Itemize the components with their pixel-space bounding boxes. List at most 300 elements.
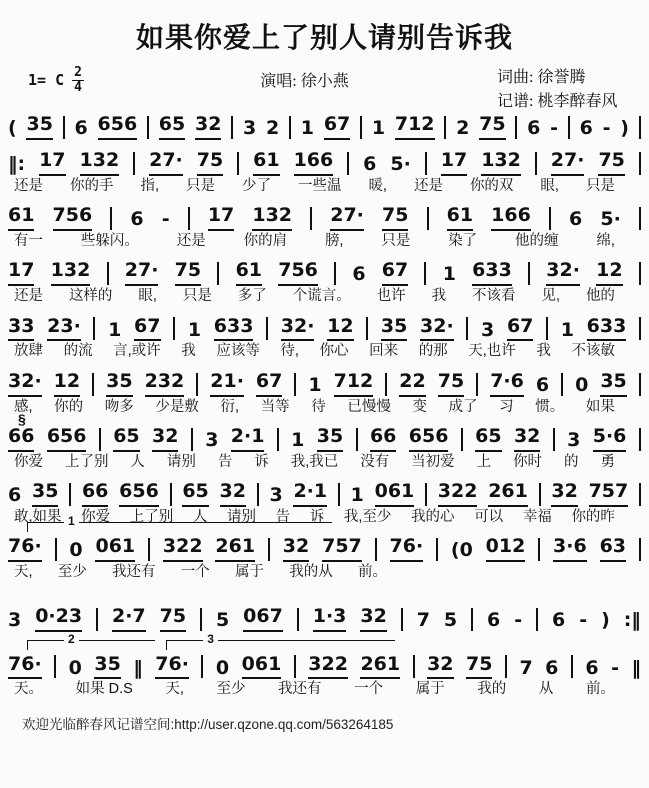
lyric-syllable: 待 <box>311 398 326 415</box>
key-label: 1= C <box>28 71 65 90</box>
lyric-syllable: 人 <box>192 509 208 526</box>
note: 0 <box>575 373 589 396</box>
note: 261 <box>488 481 528 507</box>
barline <box>191 428 193 451</box>
barline <box>571 655 573 678</box>
lyric-syllable: 告 <box>217 453 233 470</box>
barline <box>310 207 312 230</box>
note: 232 <box>145 371 185 397</box>
lyric-syllable: 感, <box>14 398 33 415</box>
lyric-syllable: 属于 <box>415 681 445 698</box>
lyric-syllable: 只是 <box>381 232 411 249</box>
note: 32· <box>8 371 42 397</box>
note: 17 <box>208 205 234 231</box>
note: 3 <box>8 608 22 631</box>
note: 6 <box>527 117 541 139</box>
barline <box>356 428 358 451</box>
notation-line-8 <box>8 481 641 526</box>
lyric-syllable: 只是 <box>185 177 215 194</box>
barline <box>237 152 239 175</box>
note: 757 <box>322 536 362 562</box>
note: 322 <box>308 654 348 680</box>
notes-row <box>8 205 641 231</box>
lyrics-row <box>8 399 641 416</box>
note: 27· <box>330 205 364 231</box>
lyric-syllable: 吻多 <box>104 398 134 415</box>
note: 3·6 <box>553 536 587 562</box>
note: 322 <box>438 481 478 507</box>
barline <box>639 373 641 396</box>
barline <box>92 373 94 396</box>
note: 3 <box>205 429 219 452</box>
note: - <box>161 208 170 231</box>
note: 27· <box>149 150 183 176</box>
note: 65 <box>475 426 501 452</box>
note: 132 <box>252 205 292 231</box>
time-signature-numerator: 2 <box>74 65 82 80</box>
ending-number: 1 <box>64 515 79 528</box>
note: 66 <box>82 481 108 507</box>
barline <box>436 538 438 561</box>
notes-row <box>8 150 641 176</box>
lyric-syllable: 只是 <box>585 177 615 194</box>
barline <box>347 152 349 175</box>
note: 35 <box>317 426 343 452</box>
note: 1 <box>291 429 305 452</box>
note: 2·1 <box>231 426 265 452</box>
note: 65 <box>113 426 139 452</box>
note: 6 <box>8 484 22 507</box>
lyric-syllable: 你的昨 <box>571 509 615 526</box>
words-music-credit: 词曲: 徐誉腾 <box>497 69 586 86</box>
note: 32· <box>546 260 580 286</box>
note: 5· <box>390 152 411 175</box>
note: 65 <box>182 481 208 507</box>
notation-line-3 <box>8 205 641 250</box>
lyric-syllable: 也许 <box>376 288 406 305</box>
barline <box>55 538 57 561</box>
lyric-syllable: 我 <box>536 343 551 360</box>
lyric-syllable: 天, <box>165 681 184 698</box>
note: 7 <box>416 608 430 631</box>
barline <box>289 116 291 139</box>
barline <box>639 317 641 340</box>
note: 656 <box>119 481 159 507</box>
barline <box>538 538 540 561</box>
note: 22 <box>399 371 425 397</box>
barline <box>427 207 429 230</box>
note: 66 <box>370 426 396 452</box>
note: 3 <box>567 429 581 452</box>
barline <box>385 373 387 396</box>
lyric-syllable: 没有 <box>360 453 390 470</box>
lyric-syllable: 回来 <box>369 343 399 360</box>
ending-number: 2 <box>64 633 79 646</box>
note: 75 <box>438 371 464 397</box>
barline <box>639 207 641 230</box>
notes-row <box>8 654 641 680</box>
note: 61 <box>8 205 34 231</box>
note: 1 <box>308 373 322 396</box>
note: 633 <box>472 260 512 286</box>
barline <box>294 655 296 678</box>
lyric-syllable: 暖, <box>368 177 387 194</box>
lyric-syllable: 不该敏 <box>571 343 615 360</box>
ending-bracket-2 <box>27 631 155 650</box>
barline <box>476 373 478 396</box>
lyric-syllable: 告 <box>275 509 291 526</box>
note: 656 <box>98 114 138 140</box>
note: 6 <box>352 263 366 286</box>
barline <box>413 655 415 678</box>
lyric-syllable: 个谎言。 <box>292 288 351 305</box>
lyric-syllable: 有一 <box>14 232 43 249</box>
barline <box>425 483 427 506</box>
lyrics-row <box>8 681 641 698</box>
note: 32 <box>195 114 221 140</box>
note: 27· <box>125 260 159 286</box>
note: 2·7 <box>112 606 146 632</box>
lyric-syllable: 我 <box>431 288 447 305</box>
lyric-syllable: 如果 D.S <box>75 681 133 698</box>
barline <box>268 538 270 561</box>
repeat-end-sign: :‖ <box>623 608 641 631</box>
lyric-syllable: 不该看 <box>472 288 516 305</box>
barline <box>217 262 219 285</box>
barline <box>266 317 268 340</box>
note: 21· <box>210 371 244 397</box>
lyric-syllable: 他的 <box>585 288 615 305</box>
note: 1 <box>300 117 315 139</box>
barline <box>334 262 336 285</box>
lyric-syllable: 变 <box>412 398 427 415</box>
lyric-syllable: 习 <box>499 398 514 415</box>
note: (0 <box>450 539 473 562</box>
notation-line-4 <box>8 260 641 305</box>
barline <box>639 428 641 451</box>
lyric-syllable: 诉 <box>254 453 269 470</box>
barline <box>188 207 190 230</box>
notes-row <box>8 606 641 632</box>
double-barline: ‖ <box>133 656 143 679</box>
lyric-syllable: 你心 <box>319 343 349 360</box>
notes-row <box>8 316 641 342</box>
lyric-syllable: 还是 <box>14 288 43 305</box>
note: 3 <box>481 318 495 341</box>
note: 32 <box>152 426 178 452</box>
note: 67 <box>134 316 160 342</box>
lyric-syllable: 我,我已 <box>290 453 339 470</box>
lyric-syllable: 你时 <box>513 453 543 470</box>
lyric-syllable: 我的心 <box>411 509 455 526</box>
note: 757 <box>589 481 629 507</box>
barline <box>257 483 259 506</box>
note: 67 <box>507 316 533 342</box>
note: 32 <box>551 481 577 507</box>
note: 63 <box>600 536 626 562</box>
lyrics-row <box>8 288 641 305</box>
note: 6 <box>130 208 144 231</box>
note: 132 <box>481 150 521 176</box>
notes-row <box>8 481 641 507</box>
note: 061 <box>375 481 415 507</box>
barline <box>196 373 198 396</box>
transcriber-credit: 记谱: 桃李醉春风 <box>497 93 618 110</box>
lyric-syllable: 已慢慢 <box>347 398 391 415</box>
lyric-syllable: 至少 <box>216 681 246 698</box>
lyric-syllable: 我 <box>181 343 196 360</box>
lyric-syllable: 眼, <box>138 288 157 305</box>
note: 75 <box>175 260 201 286</box>
lyric-syllable: 的 <box>564 453 579 470</box>
barline <box>639 152 641 175</box>
barline <box>173 317 175 340</box>
lyric-syllable: 言,或许 <box>113 343 161 360</box>
barline <box>375 538 377 561</box>
lyric-syllable: 属于 <box>235 564 265 581</box>
lyric-syllable: 你爱 <box>81 509 111 526</box>
lyric-syllable: 惯。 <box>535 398 565 415</box>
note: 66 <box>8 426 34 452</box>
note: 76· <box>155 654 189 680</box>
notes-row <box>8 114 641 140</box>
barline <box>366 317 368 340</box>
note: 7·6 <box>490 371 524 397</box>
note: 1 <box>350 484 364 507</box>
barline <box>338 483 340 506</box>
lyric-syllable: 前。 <box>358 564 388 581</box>
lyric-syllable: 还是 <box>14 177 43 194</box>
lyric-syllable: 从 <box>538 681 554 698</box>
lyric-syllable: 当等 <box>260 398 290 415</box>
note: 2 <box>456 117 470 139</box>
lyric-syllable: 我还有 <box>278 681 322 698</box>
lyric-syllable: 你的双 <box>469 177 514 194</box>
lyrics-row <box>8 564 413 581</box>
notation-line-7 <box>8 411 641 471</box>
lyric-syllable: 至少 <box>57 564 87 581</box>
note: 1·3 <box>313 606 347 632</box>
note: 32 <box>514 426 540 452</box>
note: 6 <box>487 608 501 631</box>
lyric-syllable: 上了别 <box>129 509 174 526</box>
note: 166 <box>491 205 531 231</box>
segno-icon: § <box>18 411 26 428</box>
note: 67 <box>256 371 282 397</box>
note: ) <box>620 117 629 139</box>
note: 0·23 <box>35 606 82 632</box>
note: 1 <box>442 263 456 286</box>
notes-row <box>8 536 641 562</box>
barline <box>639 262 641 285</box>
notation-line-5 <box>8 316 641 361</box>
note: 633 <box>587 316 627 342</box>
barline <box>147 116 149 139</box>
lyric-syllable: 指, <box>140 177 159 194</box>
note: 012 <box>486 536 526 562</box>
note: 17 <box>441 150 467 176</box>
note: 0 <box>68 656 82 679</box>
lyric-syllable: 诉 <box>309 509 325 526</box>
note: 5·6 <box>593 426 627 452</box>
note: 35 <box>26 114 52 140</box>
note: 75 <box>466 654 492 680</box>
note: 2·1 <box>293 481 327 507</box>
note: 75 <box>382 205 408 231</box>
time-signature-denominator: 4 <box>74 79 82 95</box>
lyrics-row <box>8 233 641 250</box>
barline <box>360 116 362 139</box>
note: 5· <box>600 208 621 231</box>
lyric-syllable: 天, <box>14 564 33 581</box>
note: 75 <box>598 150 624 176</box>
note: 32 <box>360 606 386 632</box>
barline <box>133 152 135 175</box>
note: 75 <box>479 114 505 140</box>
lyric-syllable: 这样的 <box>68 288 113 305</box>
note: 76· <box>8 654 42 680</box>
barline <box>54 655 56 678</box>
lyric-syllable: 请别 <box>227 509 257 526</box>
note: 61 <box>447 205 473 231</box>
barline <box>148 538 150 561</box>
lyric-syllable: 的那 <box>418 343 448 360</box>
barline <box>424 262 426 285</box>
note: 61 <box>236 260 262 286</box>
notation-line-6 <box>8 371 641 416</box>
note: 0 <box>215 656 230 679</box>
note: 35 <box>94 654 120 680</box>
lyric-syllable: 敢,如果 <box>14 509 62 526</box>
notation-score <box>0 114 649 699</box>
lyric-syllable: 成了 <box>448 398 478 415</box>
note: ) <box>601 608 610 631</box>
lyric-syllable: 幸福 <box>522 509 552 526</box>
lyric-syllable: 少了 <box>241 177 271 194</box>
lyric-syllable: 衍, <box>220 398 239 415</box>
note: 6 <box>579 117 593 139</box>
lyrics-row <box>8 178 641 195</box>
note: 656 <box>409 426 449 452</box>
notation-line-2 <box>8 150 641 195</box>
lyrics-row <box>8 343 641 360</box>
note: 32 <box>283 536 309 562</box>
note: - <box>602 117 611 139</box>
lyric-syllable: 少是敷 <box>155 398 199 415</box>
note: 17 <box>8 260 34 286</box>
lyric-syllable: 染了 <box>448 232 478 249</box>
lyric-syllable: 上 <box>476 453 492 470</box>
note: 76· <box>390 536 424 562</box>
barline <box>461 428 463 451</box>
barline <box>561 373 563 396</box>
note: 35 <box>381 316 407 342</box>
barline <box>639 538 641 561</box>
notation-line-1 <box>8 114 641 140</box>
lyric-syllable: 可以 <box>474 509 504 526</box>
barline <box>110 207 112 230</box>
note: 12 <box>327 316 353 342</box>
note: 1 <box>187 318 202 341</box>
note: 1 <box>371 117 386 139</box>
barline <box>639 116 641 139</box>
sheet-music-page <box>0 16 649 788</box>
note: 6 <box>363 152 377 175</box>
note: 35 <box>32 481 58 507</box>
note: 756 <box>278 260 318 286</box>
credits-block <box>497 66 617 114</box>
note: 6 <box>552 608 566 631</box>
note: 067 <box>243 606 283 632</box>
lyric-syllable: 还是 <box>413 177 443 194</box>
lyric-syllable: 只是 <box>182 288 212 305</box>
song-title: 如果你爱上了别人请别告诉我 <box>135 22 513 53</box>
barline <box>231 116 233 139</box>
barline <box>546 317 548 340</box>
note: 656 <box>47 426 87 452</box>
barline <box>466 317 468 340</box>
note: - <box>550 117 559 139</box>
note: 5 <box>215 608 230 631</box>
barline <box>536 608 538 631</box>
lyric-syllable: 上了别 <box>64 453 109 470</box>
barline <box>297 608 299 631</box>
note: 75 <box>160 606 186 632</box>
barline <box>425 152 427 175</box>
barline <box>505 655 507 678</box>
note: 132 <box>51 260 91 286</box>
note: 712 <box>395 114 435 140</box>
note: 6 <box>585 656 599 679</box>
note: 132 <box>80 150 120 176</box>
note: 322 <box>163 536 203 562</box>
lyric-syllable: 还是 <box>176 232 206 249</box>
note: 1 <box>108 318 122 341</box>
barline <box>528 262 530 285</box>
lyrics-row <box>8 454 641 471</box>
note: 6 <box>545 656 559 679</box>
note: 32 <box>427 654 453 680</box>
lyric-syllable: 待, <box>280 343 299 360</box>
barline <box>201 655 203 678</box>
lyric-syllable: 我的 <box>477 681 507 698</box>
lyric-syllable: 膀, <box>324 232 344 249</box>
note: 33 <box>8 316 34 342</box>
lyric-syllable: 放肆 <box>14 343 43 360</box>
note: 166 <box>294 150 334 176</box>
lyric-syllable: 我还有 <box>112 564 156 581</box>
note: 32· <box>281 316 315 342</box>
lyric-syllable: 他的缠 <box>515 232 559 249</box>
barline <box>93 317 95 340</box>
lyric-syllable: 一些温 <box>297 177 342 194</box>
barline <box>401 608 403 631</box>
note: 32 <box>220 481 246 507</box>
lyric-syllable: 你的 <box>54 398 84 415</box>
ending-bracket-3 <box>166 631 395 650</box>
lyric-syllable: 你的肩 <box>243 232 288 249</box>
barline <box>535 152 537 175</box>
note: 0 <box>69 539 83 562</box>
note: 32· <box>420 316 454 342</box>
lyric-syllable: 多了 <box>237 288 267 305</box>
note: 23· <box>47 316 81 342</box>
barline <box>99 428 101 451</box>
note: 1 <box>560 318 574 341</box>
note: 756 <box>53 205 93 231</box>
barline <box>294 373 296 396</box>
lyric-syllable: 绵, <box>596 232 615 249</box>
